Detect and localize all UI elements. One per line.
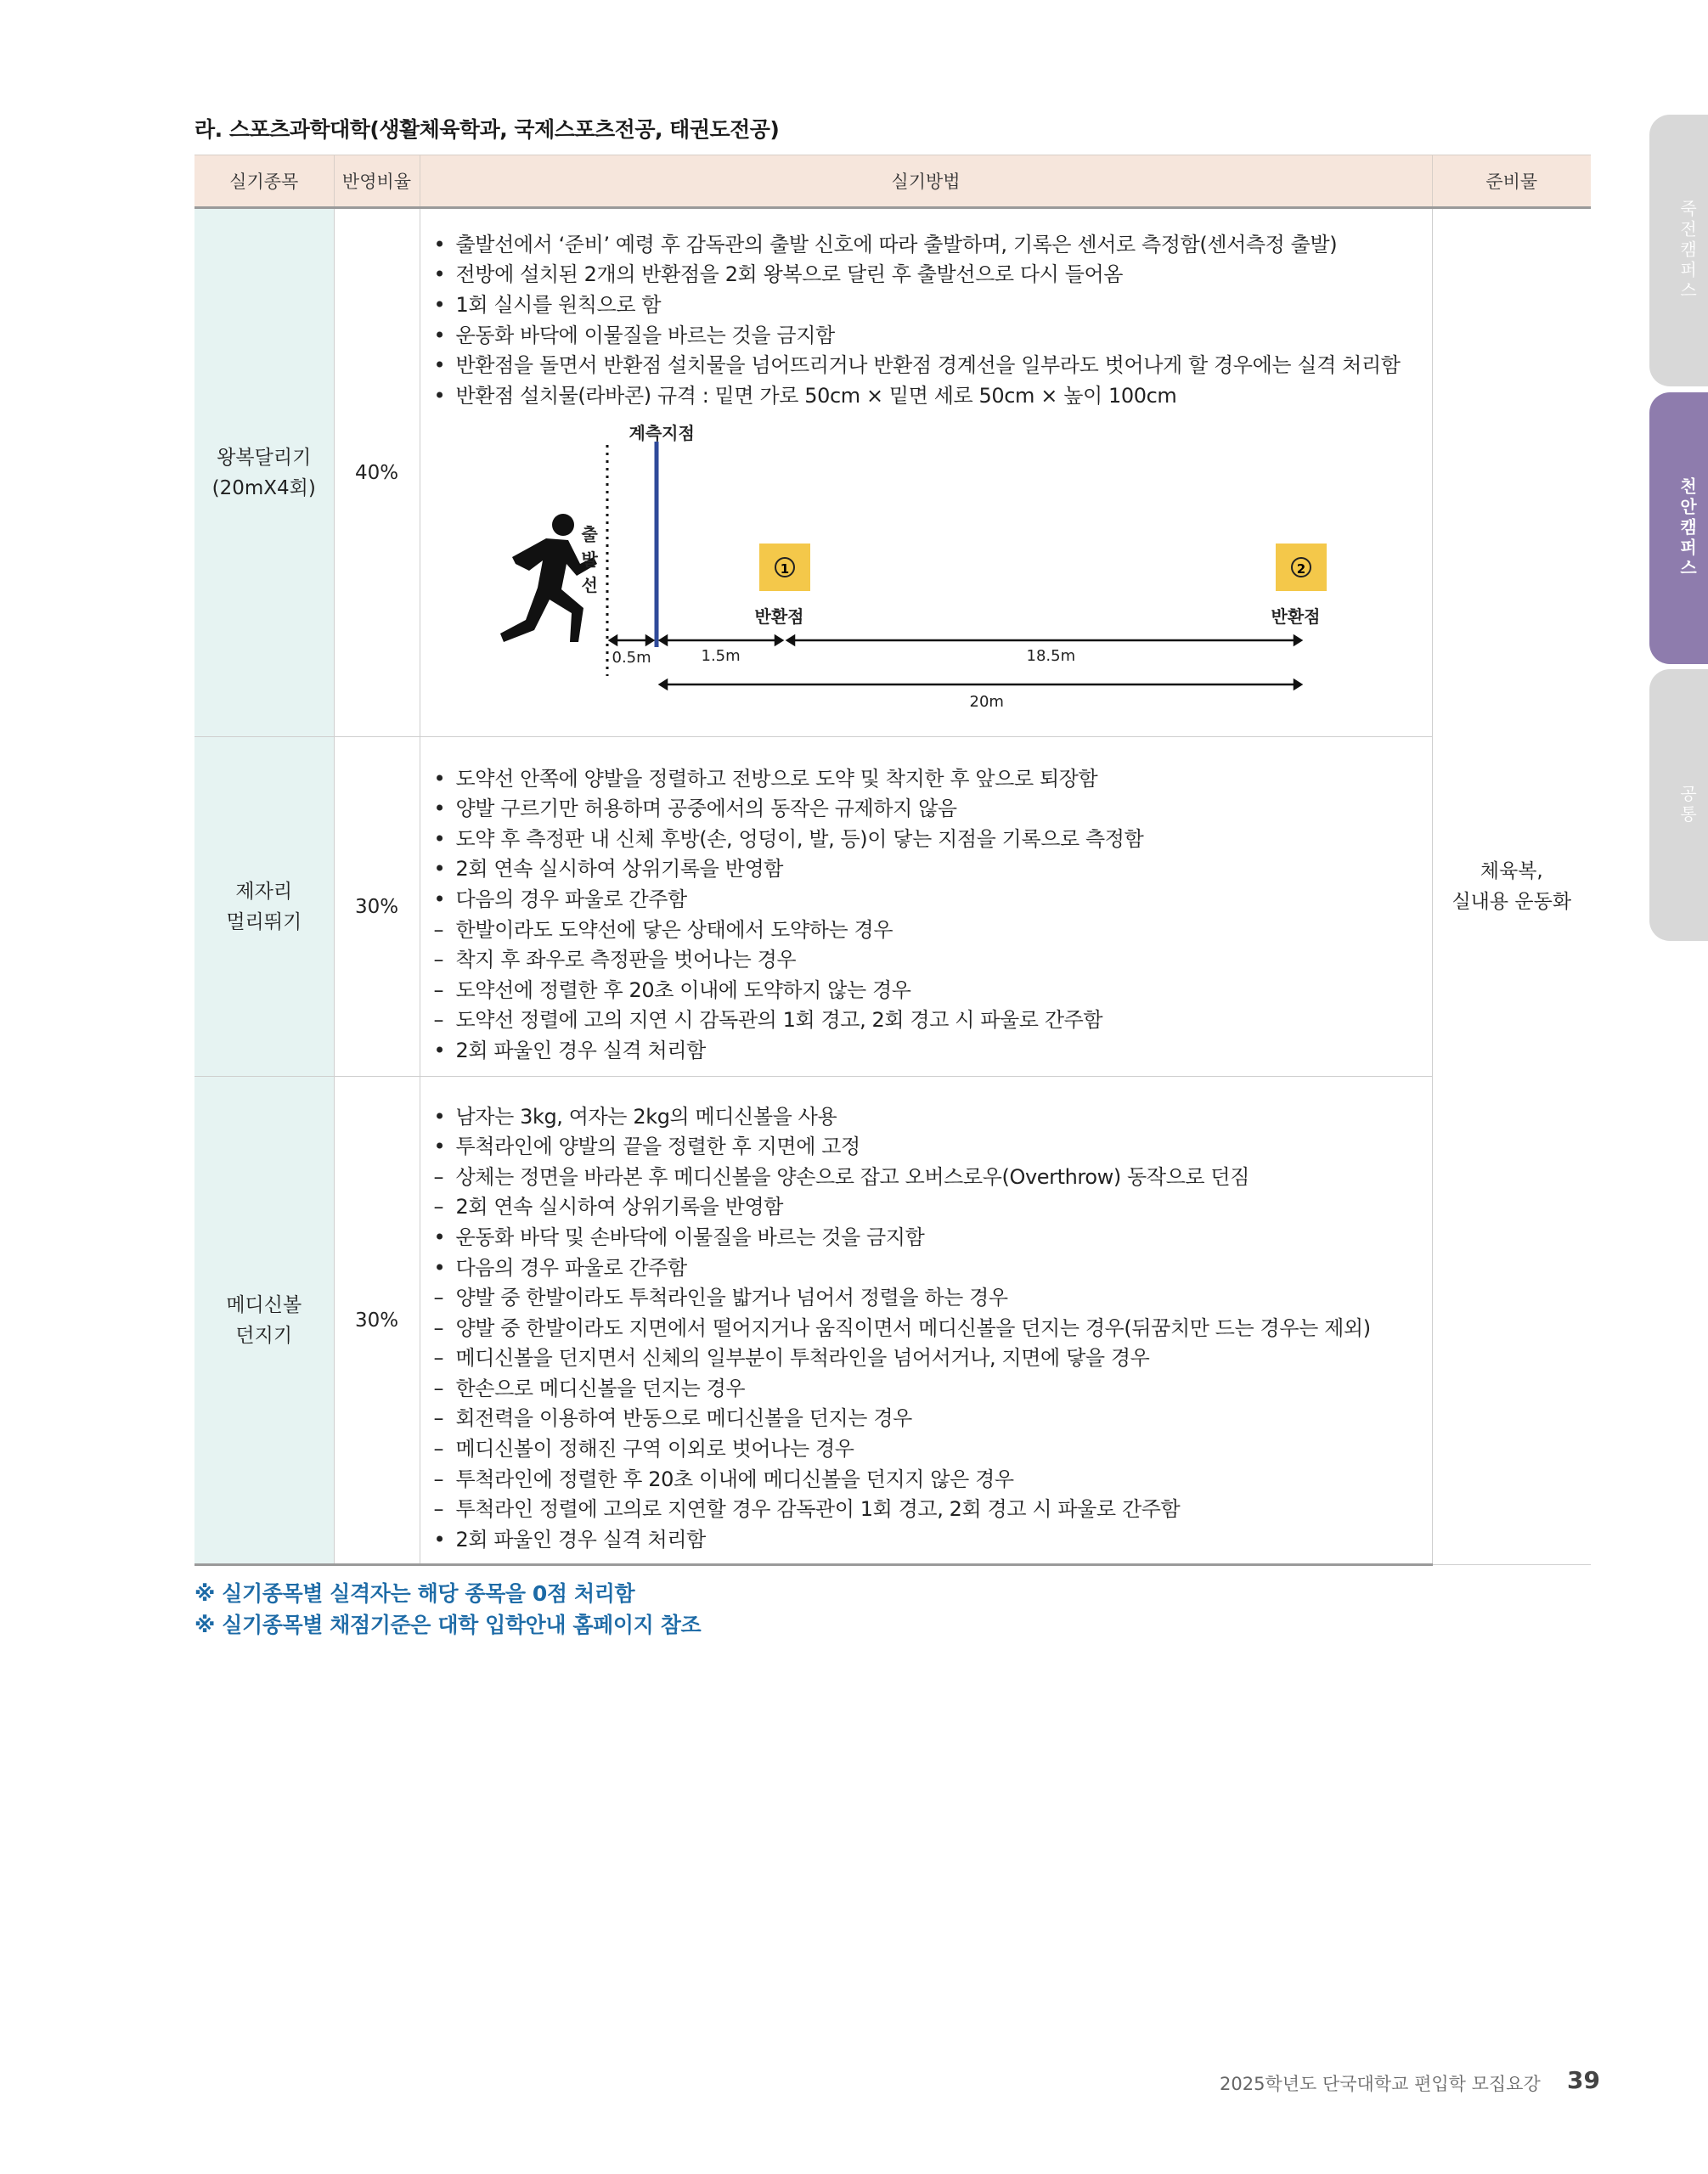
preparation-cell: [1432, 208, 1591, 1565]
list-item: • 도약선 안쪽에 양발을 정렬하고 전방으로 도약 및 착지한 후 앞으로 퇴장함: [433, 766, 1098, 791]
event-name-line1: 왕복달리기: [217, 446, 312, 469]
event-name-cell: [194, 208, 334, 737]
list-subitem: – 상체는 정면을 바라본 후 메디신볼을 양손으로 잡고 오버스로우(Overthrow) 동작으로 던짐: [433, 1164, 1249, 1189]
list-subitem: – 도약선에 정렬한 후 20초 이내에 도약하지 않는 경우: [433, 977, 911, 1002]
list-item: • 도약 후 측정판 내 신체 후방(손, 엉덩이, 발, 등)이 닿는 지점을 기록으로 측정함: [433, 826, 1144, 851]
event-name-line2: (20mX4회): [211, 476, 316, 499]
method-cell: [420, 737, 1432, 1077]
practical-exam-table: [194, 155, 1591, 1566]
list-item: • 2회 파울인 경우 실격 처리함: [433, 1038, 706, 1062]
header-method: 실기방법: [420, 155, 1432, 208]
tab-jukjeon-campus[interactable]: 죽전캠퍼스: [1649, 115, 1708, 386]
tab-common[interactable]: 공통: [1649, 669, 1708, 941]
list-subitem: – 양발 중 한발이라도 지면에서 떨어지거나 움직이면서 메디신볼을 던지는 경우(뒤꿈치만 드는 경우는 제외): [433, 1315, 1371, 1340]
method-cell: [420, 1077, 1432, 1565]
event-name-line2: 멀리뛰기: [226, 910, 302, 933]
list-subitem: – 양발 중 한발이라도 투척라인을 밟거나 넘어서 정렬을 하는 경우: [433, 1286, 1008, 1310]
ratio-cell: 40%: [334, 208, 420, 737]
marker-number-1: 1: [780, 561, 789, 577]
list-subitem: – 투척라인 정렬에 고의로 지연할 경우 감독관이 1회 경고, 2회 경고 시 파울로 간주함: [433, 1497, 1181, 1522]
distance-1-5m: 1.5m: [701, 647, 741, 666]
note-scoring-reference: ※ 실기종목별 채점기준은 대학 입학안내 홈페이지 참조: [194, 1613, 702, 1637]
preparation-line1: 체육복,: [1480, 860, 1543, 882]
ratio-cell: 30%: [334, 737, 420, 1077]
list-subitem: – 메디신볼을 던지면서 신체의 일부분이 투척라인을 넘어서거나, 지면에 닿을 경우: [433, 1346, 1150, 1371]
list-subitem: – 회전력을 이용하여 반동으로 메디신볼을 던지는 경우: [433, 1406, 912, 1431]
measure-point-label: 계측지점: [629, 423, 695, 444]
ratio-cell: 30%: [334, 1077, 420, 1565]
marker-number-2: 2: [1296, 561, 1305, 577]
list-subitem: – 메디신볼이 정해진 구역 이외로 벗어나는 경우: [433, 1437, 854, 1462]
list-item: • 2회 파울인 경우 실격 처리함: [433, 1527, 706, 1552]
list-item: • 2회 연속 실시하여 상위기록을 반영함: [433, 857, 784, 881]
list-item: • 출발선에서 ‘준비’ 예령 후 감독관의 출발 신호에 따라 출발하며, 기록은 센서로 측정함(센서측정 출발): [433, 232, 1338, 256]
list-item: • 다음의 경우 파울로 간주함: [433, 1255, 687, 1280]
event-name-line1: 메디신볼: [226, 1293, 302, 1316]
list-item: • 양발 구르기만 허용하며 공중에서의 동작은 규제하지 않음: [433, 797, 957, 821]
method-list: [434, 747, 1432, 1067]
list-subitem: – 한손으로 메디신볼을 던지는 경우: [433, 1376, 746, 1400]
list-item: • 남자는 3kg, 여자는 2kg의 메디신볼을 사용: [433, 1104, 837, 1129]
turn-point-1-label: 반환점: [754, 606, 804, 628]
method-cell: [420, 208, 1432, 737]
notes: [194, 1578, 701, 1641]
event-name-line1: 제자리: [235, 880, 293, 903]
distance-20m: 20m: [969, 693, 1004, 712]
table-row-standing-long-jump: [194, 737, 1591, 1077]
turn-point-2-label: 반환점: [1271, 606, 1321, 628]
tab-cheonan-campus[interactable]: 천안캠퍼스: [1649, 392, 1708, 664]
event-name-cell: [194, 737, 334, 1077]
list-subitem: – 2회 연속 실시하여 상위기록을 반영함: [433, 1195, 784, 1219]
distance-18-5m: 18.5m: [1026, 647, 1076, 666]
method-list: [434, 1085, 1432, 1556]
list-item: • 반환점 설치물(라바콘) 규격 : 밑면 가로 50cm × 밑면 세로 50cm × 높이 100cm: [433, 383, 1177, 408]
header-event: 실기종목: [194, 155, 334, 208]
table-row-medicine-ball-throw: [194, 1077, 1591, 1565]
list-item: • 운동화 바닥 및 손바닥에 이물질을 바르는 것을 금지함: [433, 1225, 925, 1249]
header-ratio: 반영비율: [334, 155, 420, 208]
table-header-row: [194, 155, 1591, 208]
page-number: 39: [1567, 2066, 1600, 2094]
list-item: • 다음의 경우 파울로 간주함: [433, 887, 687, 911]
list-item: • 투척라인에 양발의 끝을 정렬한 후 지면에 고정: [433, 1135, 860, 1159]
list-subitem: – 착지 후 좌우로 측정판을 벗어나는 경우: [433, 948, 797, 972]
list-item: • 반환점을 돌면서 반환점 설치물을 넘어뜨리거나 반환점 경계선을 일부라도 벗어나게 할 경우에는 실격 처리함: [433, 353, 1401, 378]
section-title: 라. 스포츠과학대학(생활체육학과, 국제스포츠전공, 태권도전공): [194, 117, 780, 142]
table-row-shuttle-run: [194, 208, 1591, 737]
event-name-cell: [194, 1077, 334, 1565]
shuttle-run-diagram: [434, 420, 1436, 734]
list-subitem: – 투척라인에 정렬한 후 20초 이내에 메디신볼을 던지지 않은 경우: [433, 1467, 1014, 1491]
note-disqualification: ※ 실기종목별 실격자는 해당 종목을 0점 처리함: [194, 1581, 635, 1606]
start-line-label: 출 발 선: [581, 524, 598, 596]
preparation-line2: 실내용 운동화: [1452, 891, 1572, 913]
distance-0-5m: 0.5m: [612, 649, 651, 667]
event-name-line2: 던지기: [235, 1324, 293, 1347]
list-subitem: – 한발이라도 도약선에 닿은 상태에서 도약하는 경우: [433, 917, 893, 942]
list-item: • 1회 실시를 원칙으로 함: [433, 292, 662, 317]
list-item: • 전방에 설치된 2개의 반환점을 2회 왕복으로 달린 후 출발선으로 다시 들어옴: [433, 262, 1124, 287]
list-item: • 운동화 바닥에 이물질을 바르는 것을 금지함: [433, 323, 835, 347]
method-list: [434, 211, 1432, 412]
list-subitem: – 도약선 정렬에 고의 지연 시 감독관의 1회 경고, 2회 경고 시 파울로 간주함: [433, 1008, 1103, 1033]
header-preparation: 준비물: [1432, 155, 1591, 208]
footer-title: 2025학년도 단국대학교 편입학 모집요강: [1220, 2074, 1541, 2094]
